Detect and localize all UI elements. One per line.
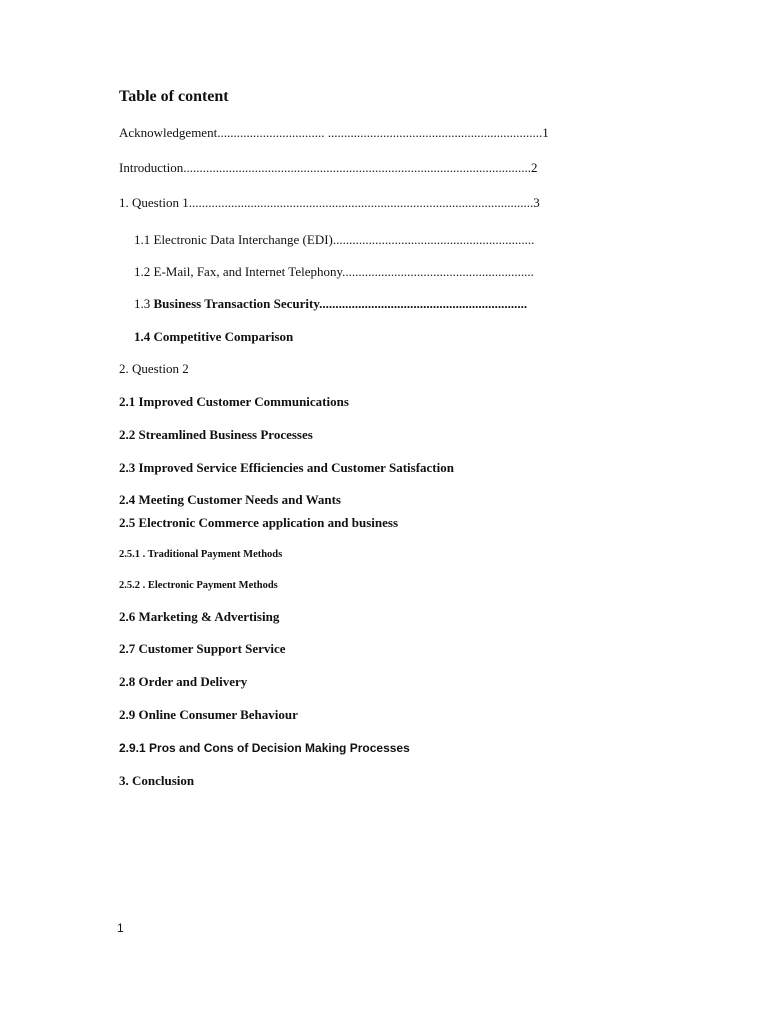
toc-entry-acknowledgement: Acknowledgement................................. ..................................................................1 bbox=[119, 125, 549, 140]
toc-entry-2-8: 2.8 Order and Delivery bbox=[119, 674, 248, 689]
toc-entry-1-4: 1.4 Competitive Comparison bbox=[134, 329, 294, 344]
toc-entry-1-3 bbox=[134, 296, 527, 312]
toc-entry-1-2: 1.2 E-Mail, Fax, and Internet Telephony........................................................... bbox=[134, 264, 534, 279]
page-number: 1 bbox=[117, 921, 124, 935]
toc-entry-introduction: Introduction...........................................................................................................2 bbox=[119, 160, 538, 175]
toc-entry-1-3-number: 1.3 bbox=[134, 296, 154, 311]
toc-entry-2-1: 2.1 Improved Customer Communications bbox=[119, 394, 349, 409]
toc-entry-2-6: 2.6 Marketing & Advertising bbox=[119, 609, 280, 624]
toc-entry-question-1: 1. Question 1..........................................................................................................3 bbox=[119, 195, 540, 210]
toc-entry-2-5-1: 2.5.1 . Traditional Payment Methods bbox=[119, 549, 283, 560]
toc-entry-1-1: 1.1 Electronic Data Interchange (EDI).............................................................. bbox=[134, 232, 535, 247]
toc-entry-2-9: 2.9 Online Consumer Behaviour bbox=[119, 707, 298, 722]
toc-entry-conclusion: 3. Conclusion bbox=[119, 773, 195, 788]
toc-entry-2-9-1: 2.9.1 Pros and Cons of Decision Making Processes bbox=[119, 741, 410, 755]
toc-entry-2-3: 2.3 Improved Service Efficiencies and Customer Satisfaction bbox=[119, 460, 454, 475]
toc-entry-2-4: 2.4 Meeting Customer Needs and Wants bbox=[119, 492, 341, 507]
toc-entry-2-2: 2.2 Streamlined Business Processes bbox=[119, 427, 313, 442]
toc-entry-2-5: 2.5 Electronic Commerce application and business bbox=[119, 515, 399, 530]
toc-title: Table of content bbox=[119, 88, 229, 105]
toc-entry-question-2: 2. Question 2 bbox=[119, 361, 189, 376]
toc-entry-1-3-text: Business Transaction Security................................................................ bbox=[153, 296, 528, 311]
toc-entry-2-7: 2.7 Customer Support Service bbox=[119, 641, 286, 656]
toc-entry-2-5-2: 2.5.2 . Electronic Payment Methods bbox=[119, 580, 278, 591]
